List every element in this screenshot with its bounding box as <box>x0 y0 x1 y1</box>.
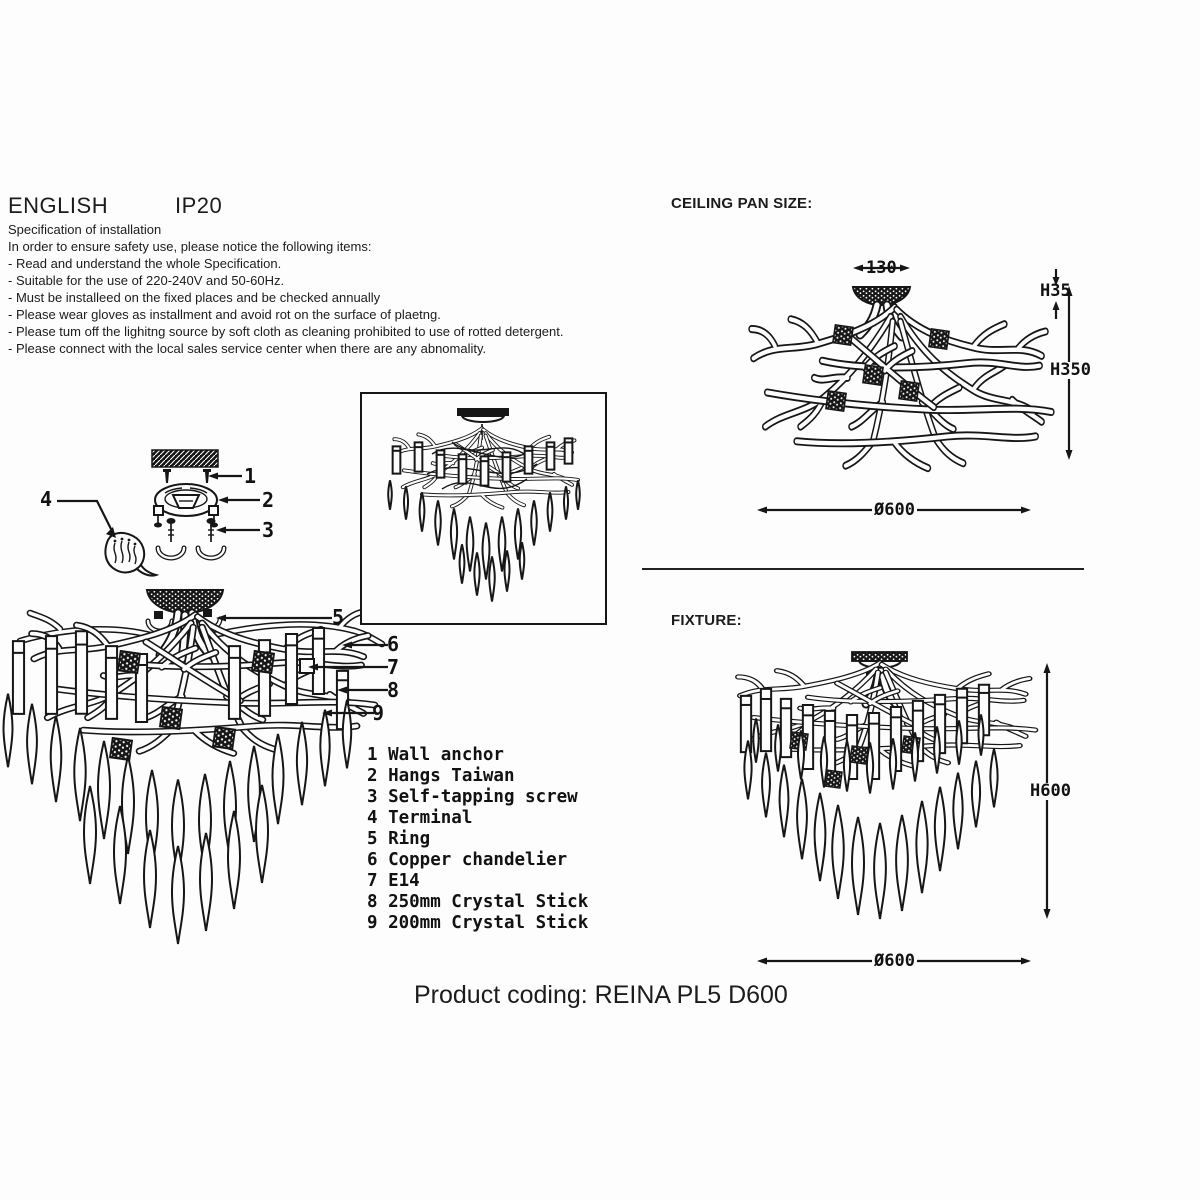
product-photo-inset <box>360 392 607 625</box>
canopy <box>852 652 907 661</box>
ceiling-bar <box>152 450 218 467</box>
dim-h600: H600 <box>1030 781 1071 801</box>
callout-3: 3 <box>262 518 275 542</box>
callout-9: 9 <box>372 701 385 725</box>
callout-7: 7 <box>387 655 400 679</box>
hook-icon <box>154 611 163 619</box>
parts-list-item: 8 250mm Crystal Stick <box>367 892 589 912</box>
parts-list-item: 2 Hangs Taiwan <box>367 766 515 786</box>
chandelier-assembly-diagram <box>0 575 400 970</box>
dim-diameter-fixture: Ø600 <box>874 951 915 971</box>
callout-2: 2 <box>262 488 275 512</box>
parts-list-item: 1 Wall anchor <box>367 745 504 765</box>
language-label: ENGLISH <box>8 193 109 218</box>
ceiling-pan-title: CEILING PAN SIZE: <box>671 195 813 212</box>
dim-h35: H35 <box>1040 281 1071 301</box>
hook-icon <box>203 609 212 617</box>
spec-item: - Read and understand the whole Specification. <box>8 256 282 271</box>
dim-130: 130 <box>866 258 897 278</box>
callout-6: 6 <box>387 632 400 656</box>
spec-title: Specification of installation <box>8 222 162 237</box>
callout-8: 8 <box>387 678 400 702</box>
terminal-block <box>105 533 156 576</box>
fixture-drawing <box>640 640 1100 975</box>
product-coding: Product coding: REINA PL5 D600 <box>414 981 788 1009</box>
parts-list-item: 7 E14 <box>367 871 420 891</box>
parts-list <box>367 745 588 934</box>
spec-item: - Suitable for the use of 220-240V and 50-60Hz. <box>8 273 285 288</box>
spec-item: - Please tum off the lighitng source by soft cloth as cleaning prohibited to use of rotted detergent. <box>8 324 564 339</box>
spec-item: - Please connect with the local sales service center when there are any abnomality. <box>8 341 487 356</box>
parts-list-item: 9 200mm Crystal Stick <box>367 913 589 933</box>
callout-4: 4 <box>40 487 53 511</box>
specification-text <box>8 221 563 357</box>
parts-list-item: 4 Terminal <box>367 808 473 828</box>
section-divider <box>642 568 1084 570</box>
ip-rating-label: IP20 <box>175 193 223 218</box>
parts-list-item: 3 Self-tapping screw <box>367 787 578 807</box>
callout-1: 1 <box>244 464 257 488</box>
spec-item: - Must be installeed on the fixed places and be checked annually <box>8 290 381 305</box>
wall-anchor-icon <box>163 469 171 483</box>
parts-list-item: 6 Copper chandelier <box>367 850 568 870</box>
spec-intro: In order to ensure safety use, please notice the following items: <box>8 239 372 254</box>
fixture-title: FIXTURE: <box>671 612 742 629</box>
spec-item: - Please wear gloves as installment and avoid rot on the surface of plaetng. <box>8 307 441 322</box>
ceiling-pan-drawing <box>640 245 1100 520</box>
dim-h350: H350 <box>1050 360 1091 380</box>
parts-list-item: 5 Ring <box>367 829 431 849</box>
mounting-hardware-diagram <box>30 440 330 580</box>
canopy <box>853 287 910 305</box>
callout-5: 5 <box>332 605 345 629</box>
dim-diameter-ceiling: Ø600 <box>874 500 915 520</box>
product-photo-drawing <box>362 394 602 620</box>
